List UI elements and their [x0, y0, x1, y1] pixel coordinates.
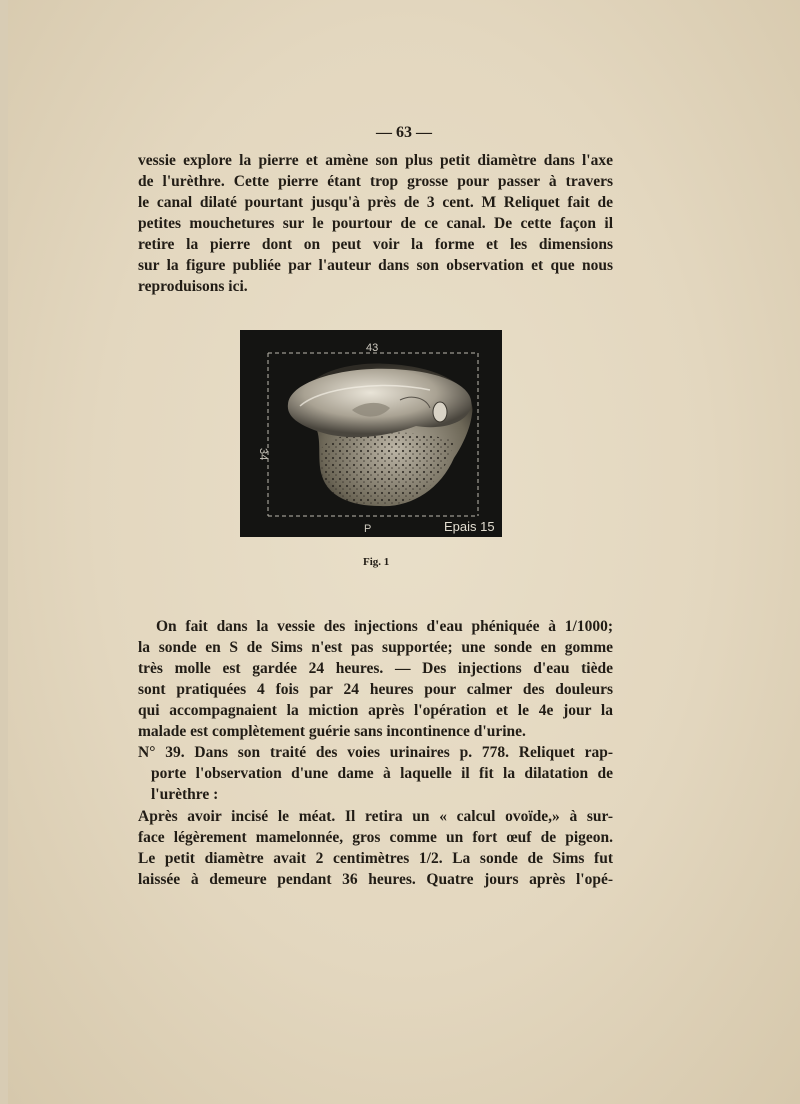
document-page [8, 0, 800, 1104]
text-line: face légèrement mamelonnée, gros comme un fort œuf de pigeon. [138, 829, 613, 846]
stone-figure [240, 330, 502, 537]
text-line: retire la pierre dont on peut voir la forme et les dimensions [138, 236, 613, 253]
text-line: malade est complètement guérie sans incontinence d'urine. [138, 723, 526, 740]
text-line: sur la figure publiée par l'auteur dans son observation et que nous [138, 257, 613, 274]
text-line: reproduisons ici. [138, 278, 248, 295]
figure-height-label: 34 [257, 448, 269, 461]
figure-width-label: 43 [366, 342, 379, 354]
text-line: le canal dilaté pourtant jusqu'à près de 3 cent. M Reliquet fait de [138, 194, 613, 211]
text-line: vessie explore la pierre et amène son plus petit diamètre dans l'axe [138, 152, 613, 169]
text-line: la sonde en S de Sims n'est pas supportée; une sonde en gomme [138, 639, 613, 656]
text-line: l'urèthre : [151, 786, 219, 803]
figure-p-label: P [364, 523, 372, 535]
paragraph-treatment [138, 616, 613, 742]
text-line: laissée à demeure pendant 36 heures. Quatre jours après l'opé- [138, 871, 613, 888]
stone-illustration [240, 330, 502, 537]
figure-caption: Fig. 1 [363, 556, 390, 568]
text-line: qui accompagnaient la miction après l'opération et le 4e jour la [138, 702, 613, 719]
text-line: porte l'observation d'une dame à laquelle il fit la dilatation de [151, 765, 613, 782]
text-line: petites mouchetures sur le pourtour de ce canal. De cette façon il [138, 215, 613, 232]
paragraph-calculus [138, 806, 613, 890]
text-line: Le petit diamètre avait 2 centimètres 1/2. La sonde de Sims fut [138, 850, 613, 867]
paragraph-case-39 [138, 742, 613, 805]
text-line: Après avoir incisé le méat. Il retira un « calcul ovoïde,» à sur- [138, 808, 613, 825]
text-line: sont pratiquées 4 fois par 24 heures pour calmer des douleurs [138, 681, 613, 698]
figure-thickness-label: Epais 15 [444, 519, 495, 534]
text-line: N° 39. Dans son traité des voies urinaires p. 778. Reliquet rap- [138, 744, 613, 761]
page-number: — 63 — [376, 124, 432, 141]
text-line: de l'urèthre. Cette pierre étant trop grosse pour passer à travers [138, 173, 613, 190]
paragraph-intro [138, 150, 613, 297]
text-line: On fait dans la vessie des injections d'eau phéniquée à 1/1000; [156, 618, 613, 635]
text-line: très molle est gardée 24 heures. — Des injections d'eau tiède [138, 660, 613, 677]
